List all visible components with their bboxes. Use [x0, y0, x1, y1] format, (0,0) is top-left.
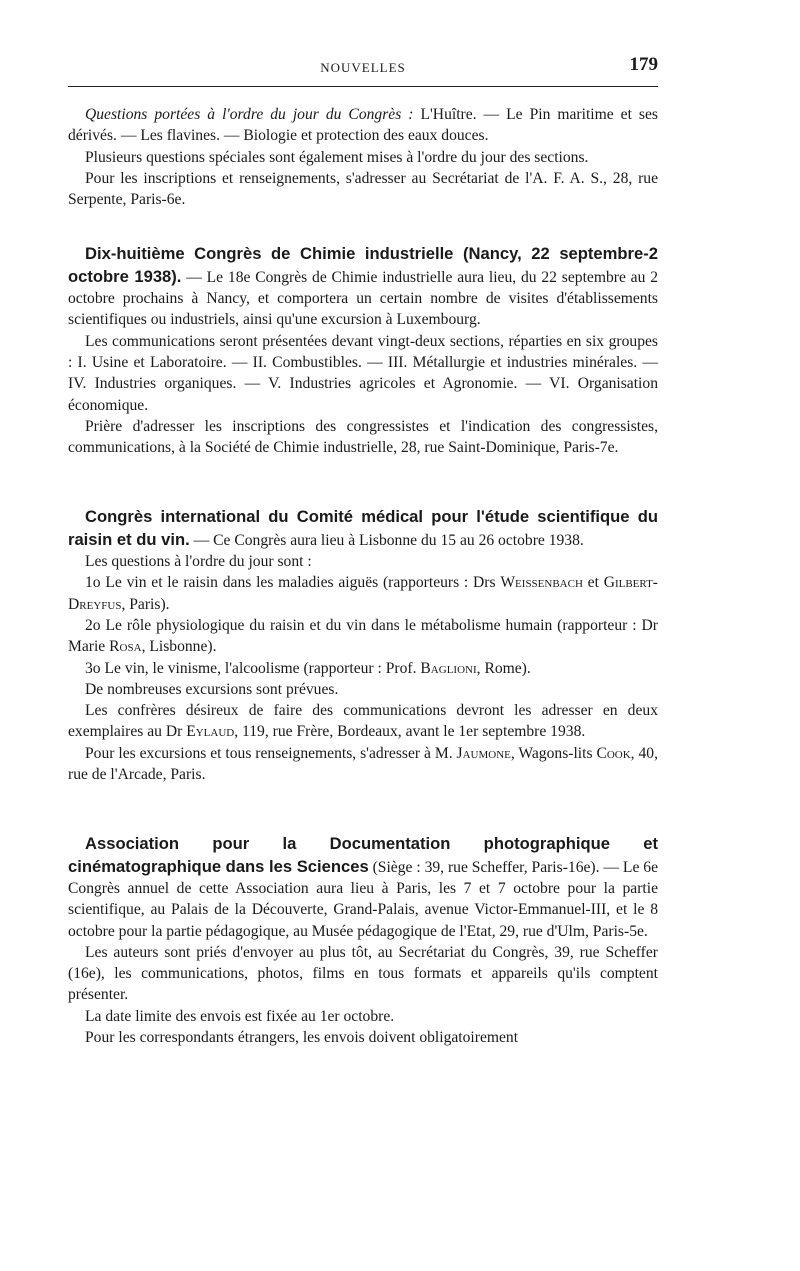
intro-paragraph-3: Pour les inscriptions et renseignements, s'adresser au Secrétariat de l'A. F. A. S., 28, rue Serpente, Paris-6e.: [68, 169, 658, 209]
item-1-text: , Paris).: [121, 595, 170, 613]
section-chimie-paragraph-3: Prière d'adresser les inscriptions des congressistes et l'indication des congressistes, communications, à la Société de Chimie industrielle, 28, rue Saint-Dominique, Paris-7e.: [68, 417, 658, 457]
paragraph-text: , 40, rue de l'Arcade, Paris.: [68, 744, 658, 784]
section-vin-paragraph-6: [68, 743, 658, 786]
section-chimie-paragraph-2: Les communications seront présentées devant vingt-deux sections, réparties en six groupes : I. Usine et Laboratoire. — II. Combustibles. — III. Métallurgie et industries minérales. — IV. Industries organiques. — V. Industries agricoles et Agronomie. — VI. Organisation économique.: [68, 332, 658, 414]
page-number: 179: [629, 54, 658, 75]
item-2-text: 2o Le rôle physiologique du raisin et du vin dans le métabolisme humain (rapporteur : Dr Marie: [68, 616, 658, 656]
author-name: Weissenbach: [500, 574, 583, 592]
paragraph-text: Les confrères désireux de faire des communications devront les adresser en deux exemplaires au Dr: [68, 702, 658, 741]
item-1-text: 1o Le vin et le raisin dans les maladies aiguës (rapporteurs : Drs: [85, 574, 501, 592]
article-body: [68, 104, 658, 1048]
section-vin-item-3: [68, 658, 658, 679]
section-vin-paragraph-1: [68, 506, 658, 551]
header-rule: [68, 86, 658, 87]
section-vin-item-1: [68, 572, 658, 615]
section-association-paragraph-3: La date limite des envois est fixée au 1er octobre.: [85, 1007, 395, 1025]
contact-name: Cook: [596, 744, 631, 762]
section-association-paragraph-1: [68, 833, 658, 941]
section-vin-paragraph-2: Les questions à l'ordre du jour sont :: [85, 553, 312, 571]
intro-paragraph-2: Plusieurs questions spéciales sont également mises à l'ordre du jour des sections.: [85, 148, 589, 166]
item-1-text: et: [582, 574, 604, 592]
section-vin-paragraph-4: De nombreuses excursions sont prévues.: [85, 680, 339, 698]
section-chimie-paragraph-1: [68, 243, 658, 330]
section-vin-heading: Congrès international du Comité médical pour l'étude scientifique du raisin et du vin.: [68, 507, 658, 549]
paragraph-text: , 119, rue Frère, Bordeaux, avant le 1er septembre 1938.: [234, 723, 586, 741]
item-2-text: , Lisbonne).: [141, 638, 217, 656]
section-association-lead: (Siège : 39, rue Scheffer, Paris-16e). — Le 6e Congrès annuel de cette Association aura lieu à Paris, les 7 et 7 octobre pour la partie scientifique, au Palais de la Découverte, Grand-Palais, avenue Victor-Emmanuel-III, et le 8 octobre pour la partie pédagogique, au Musée pédagogique de l'Etat, 29, rue d'Ulm, Paris-5e.: [68, 858, 659, 940]
section-vin-lead: — Ce Congrès aura lieu à Lisbonne du 15 au 26 octobre 1938.: [189, 531, 584, 549]
paragraph-text: , Wagons-lits: [510, 744, 597, 762]
section-association-paragraph-2: Les auteurs sont priés d'envoyer au plus tôt, au Secrétariat du Congrès, 39, rue Scheffer (16e), les communications, photos, films en tous formats et appareils qu'ils comptent présenter.: [68, 943, 658, 1004]
item-3-text: , Rome).: [476, 659, 531, 677]
section-vin-paragraph-5: [68, 700, 658, 743]
running-title: NOUVELLES: [320, 60, 406, 75]
intro-paragraph-1: [68, 104, 658, 147]
intro-text: L'Huître. — Le Pin maritime et ses dérivés. — Les flavines. — Biologie et protection des eaux douces.: [68, 106, 658, 145]
author-name: Gilbert-Dreyfus: [68, 574, 658, 613]
section-association-paragraph-4: Pour les correspondants étrangers, les envois doivent obligatoirement: [85, 1028, 519, 1046]
author-name: Rosa: [109, 638, 142, 656]
intro-italic-lead: Questions portées à l'ordre du jour du Congrès :: [85, 106, 414, 123]
section-vin-item-2: [68, 615, 658, 658]
paragraph-text: Pour les excursions et tous renseignements, s'adresser à M.: [85, 744, 457, 762]
section-chimie-lead: — Le 18e Congrès de Chimie industrielle aura lieu, du 22 septembre au 2 octobre prochains à Nancy, et comportera un certain nombre de visites d'établissements scientifiques ou industriels, ainsi qu'une excursion à Luxembourg.: [68, 268, 659, 329]
page-header: [68, 54, 658, 80]
contact-name: Jaumone: [456, 744, 511, 762]
item-3-text: 3o Le vin, le vinisme, l'alcoolisme (rapporteur : Prof.: [85, 659, 421, 677]
section-chimie-heading: Dix-huitième Congrès de Chimie industrielle (Nancy, 22 septembre-2 octobre 1938).: [68, 244, 658, 286]
author-name: Eylaud: [186, 723, 235, 741]
author-name: Baglioni: [420, 659, 477, 677]
section-association-heading: Association pour la Documentation photographique et cinématographique dans les Sciences: [68, 834, 658, 876]
